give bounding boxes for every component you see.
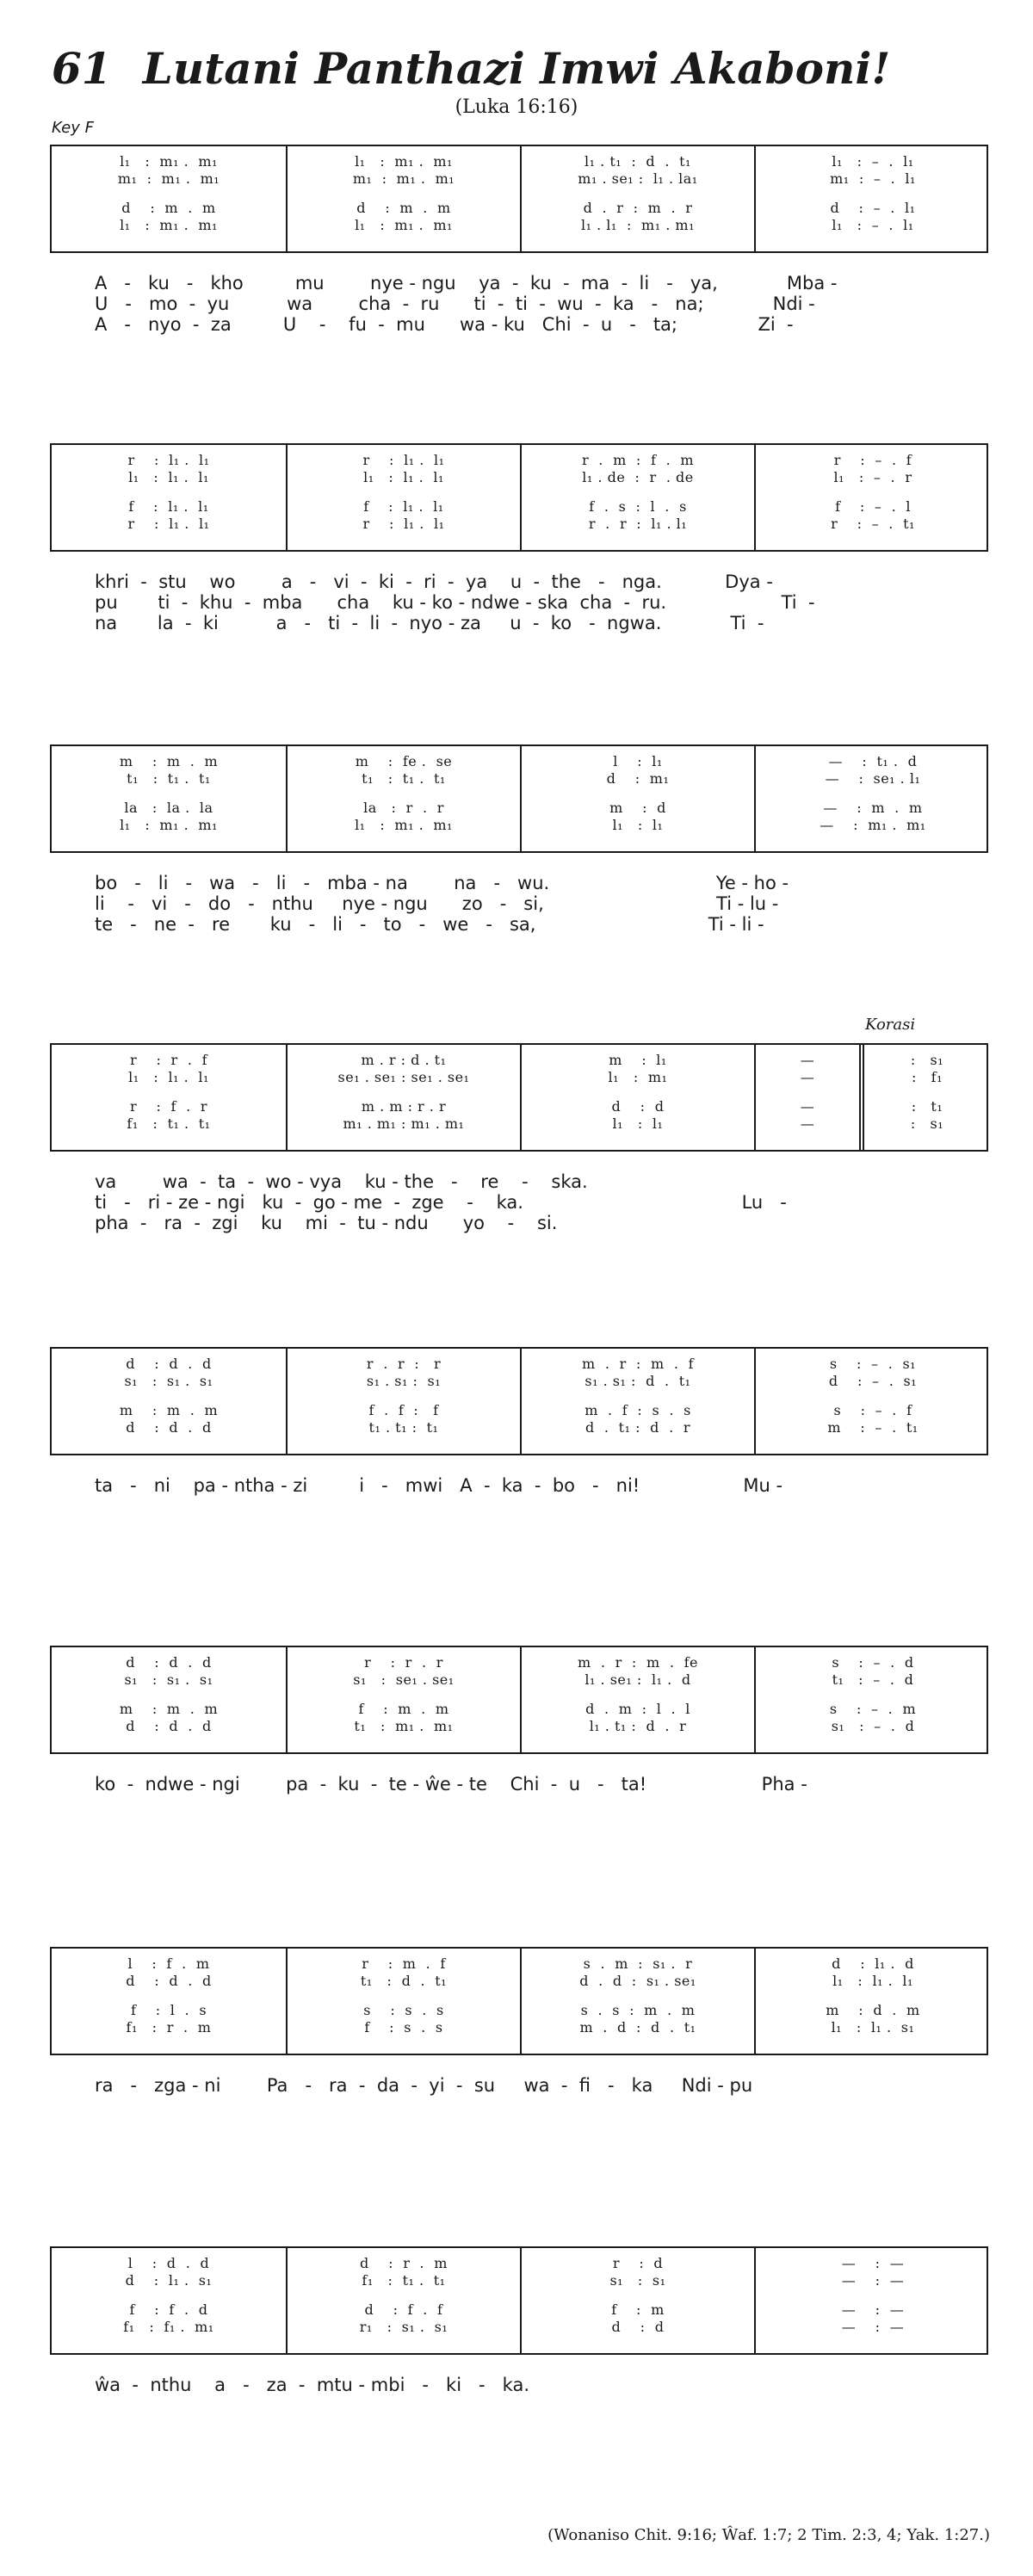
voice-line: l₁ . t₁ : d . t₁ (585, 153, 691, 170)
lyric-line: ŵa - nthu a - za - mtu - mbi - ki - ka. (95, 2375, 529, 2395)
voice-line: m : d (609, 800, 666, 816)
voice-line: l : f . m (127, 1955, 210, 1972)
voice-line: t₁ : d . t₁ (360, 1973, 448, 1989)
score-measure (754, 1349, 990, 1454)
lyric-line: ta - ni pa - ntha - zi i - mwi A - ka - bo - ni! Mu - (95, 1475, 783, 1496)
voice-line: m : m . m (119, 1701, 219, 1717)
voice-line: d : – . l₁ (830, 200, 916, 216)
score-measure (52, 1949, 286, 2054)
voice-line: l₁ : – . l₁ (832, 153, 914, 170)
lyric-line (95, 2394, 990, 2417)
voice-line: s : – . m (829, 1701, 917, 1717)
voice-line: l₁ . t₁ : d . r (589, 1718, 687, 1734)
voice-line: l₁ : – . r (833, 469, 912, 485)
lyric-line: pu ti - khu - mba cha ku - ko - ndwe - ska cha - ru. Ti - (95, 592, 815, 613)
lyric-line: ra - zga - ni Pa - ra - da - yi - su wa - fi - ka Ndi - pu (95, 2075, 753, 2096)
voice-line: s . m : s₁ . r (583, 1955, 693, 1972)
score-measure (754, 146, 990, 251)
voice-line: l : d . d (127, 2255, 210, 2271)
lyric-line: va wa - ta - wo - vya ku - the - re - ska. (95, 1171, 588, 1192)
score-measure (286, 746, 520, 851)
lyric-line (95, 2095, 990, 2117)
voice-line: l₁ : l₁ (612, 817, 664, 833)
voice-line: d : m₁ (606, 770, 670, 787)
voice-line: m₁ : m₁ . m₁ (117, 170, 220, 187)
voice-line: t₁ : t₁ . t₁ (362, 770, 446, 787)
lyric-line (95, 1495, 990, 1517)
key-signature: Key F (52, 119, 94, 137)
voice-line: f₁ : f₁ . m₁ (123, 2319, 214, 2335)
hymn-title: Lutani Panthazi Imwi Akaboni! (142, 43, 891, 94)
lyric-line (95, 1794, 990, 1816)
voice-line: m . m : r . r (361, 1098, 447, 1115)
score-measure (286, 445, 520, 550)
score-measure (754, 445, 990, 550)
voice-line: l₁ . de : r . de (582, 469, 694, 485)
voice-line: d : m . m (356, 200, 451, 216)
voice-line: m . d : d . t₁ (579, 2019, 696, 2035)
voice-line: — : — (841, 2319, 905, 2335)
score-measure (520, 746, 754, 851)
voice-line: — : se₁ . l₁ (825, 770, 921, 787)
lyric-line: te - ne - re ku - li - to - we - sa, Ti - li - (95, 914, 764, 935)
voice-line: t₁ : – . d (832, 1671, 914, 1688)
lyric-line: A - ku - kho mu nye - ngu ya - ku - ma - li - ya, Mba - (95, 273, 838, 293)
voice-line: s : – . f (833, 1402, 912, 1418)
voice-line: r : l₁ . l₁ (362, 452, 445, 468)
voice-line: d : r . m (360, 2255, 448, 2271)
voice-line: l₁ : m₁ . m₁ (120, 153, 218, 170)
voice-line: — : — (841, 2272, 905, 2289)
lyric-line: U - mo - yu wa cha - ru ti - ti - wu - ka - na; Ndi - (95, 293, 815, 314)
lyric-line: li - vi - do - nthu nye - ngu zo - si, Ti - lu - (95, 893, 779, 914)
voice-line: — (800, 1115, 815, 1132)
voice-line: m₁ . m₁ : m₁ . m₁ (343, 1115, 465, 1132)
score-system (50, 145, 988, 253)
score-system (50, 2246, 988, 2355)
voice-line: f : m . m (358, 1701, 449, 1717)
voice-line: r : f . r (129, 1098, 208, 1115)
voice-line: — (800, 1069, 815, 1085)
voice-line: s₁ : – . d (831, 1718, 915, 1734)
lyric-line: na la - ki a - ti - li - nyo - za u - ko - ngwa. Ti - (95, 613, 764, 633)
voice-line: f : l₁ . l₁ (128, 498, 209, 515)
score-measure (286, 1949, 520, 2054)
score-measure (520, 1349, 754, 1454)
voice-line: : f₁ (912, 1069, 943, 1085)
lyric-line: pha - ra - zgi ku mi - tu - ndu yo - si. (95, 1213, 558, 1233)
score-measure (754, 746, 990, 851)
voice-line: : s₁ (910, 1052, 944, 1068)
voice-line: s : – . s₁ (829, 1356, 917, 1372)
voice-line: — (800, 1098, 815, 1115)
voice-line: f : l . s (130, 2002, 207, 2018)
voice-line: d : d (611, 1098, 665, 1115)
voice-line: m . r : d . t₁ (361, 1052, 447, 1068)
voice-line: l₁ : m₁ . m₁ (355, 153, 453, 170)
score-system (50, 443, 988, 552)
voice-line: s₁ . s₁ : s₁ (366, 1373, 442, 1389)
voice-line: — (800, 1052, 815, 1068)
voice-line: l₁ . l₁ : m₁ . m₁ (581, 217, 695, 233)
score-measure (859, 1045, 990, 1150)
voice-line: la : la . la (124, 800, 213, 816)
voice-line: s₁ . s₁ : d . t₁ (585, 1373, 691, 1389)
voice-line: s₁ : se₁ . se₁ (353, 1671, 455, 1688)
voice-line: d : l₁ . s₁ (125, 2272, 213, 2289)
voice-line: f₁ : t₁ . t₁ (362, 2272, 446, 2289)
voice-line: r : l₁ . l₁ (127, 516, 210, 532)
score-system (50, 1347, 988, 1455)
voice-line: d : d . d (126, 1356, 212, 1372)
score-measure (52, 1349, 286, 1454)
voice-line: f : – . l (835, 498, 911, 515)
lyric-line (95, 1516, 990, 1538)
voice-line: r : r . f (129, 1052, 208, 1068)
voice-line: t₁ . t₁ : t₁ (368, 1419, 439, 1436)
score-measure (52, 2248, 286, 2353)
voice-line: t₁ : t₁ . t₁ (127, 770, 211, 787)
voice-line: — : m . m (823, 800, 923, 816)
score-measure (520, 1949, 754, 2054)
voice-line: f : l₁ . l₁ (363, 498, 444, 515)
voice-line: d : m . m (121, 200, 216, 216)
voice-line: l₁ : – . l₁ (832, 217, 914, 233)
voice-line: f₁ : r . m (126, 2019, 212, 2035)
voice-line: la : r . r (363, 800, 444, 816)
score-measure (520, 1045, 754, 1150)
voice-line: d . t₁ : d . r (585, 1419, 690, 1436)
voice-line: d : d . d (126, 1973, 212, 1989)
score-system (50, 1646, 988, 1754)
score-measure (286, 2248, 520, 2353)
voice-line: f . s : l . s (589, 498, 687, 515)
voice-line: m . f : s . s (585, 1402, 691, 1418)
score-measure (520, 2248, 754, 2353)
lyric-line: bo - li - wa - li - mba - na na - wu. Ye - ho - (95, 873, 789, 893)
voice-line: f : m (611, 2301, 665, 2318)
voice-line: l : l₁ (613, 753, 663, 769)
voice-line: l₁ : l₁ . s₁ (831, 2019, 915, 2035)
score-measure (286, 1647, 520, 1752)
voice-line: s₁ : s₁ . s₁ (124, 1671, 213, 1688)
voice-line: d : d . d (126, 1654, 212, 1671)
voice-line: : s₁ (910, 1115, 944, 1132)
voice-line: f₁ : t₁ . t₁ (127, 1115, 211, 1132)
voice-line: r : l₁ . l₁ (362, 516, 445, 532)
score-measure (520, 445, 754, 550)
voice-line: m₁ : – . l₁ (830, 170, 916, 187)
score-measure (52, 445, 286, 550)
voice-line: m . r : m . fe (578, 1654, 698, 1671)
voice-line: r . r : r (366, 1356, 442, 1372)
voice-line: m : l₁ (609, 1052, 667, 1068)
lyric-line (95, 2116, 990, 2138)
voice-line: d : d (611, 2319, 665, 2335)
voice-line: l₁ : l₁ . l₁ (832, 1973, 913, 1989)
voice-line: f : s . s (364, 2019, 443, 2035)
lyric-line (95, 1814, 990, 1837)
voice-line: l₁ . se₁ : l₁ . d (585, 1671, 691, 1688)
voice-line: l₁ : l₁ (612, 1115, 664, 1132)
footer-references: (Wonaniso Chit. 9:16; Ŵaf. 1:7; 2 Tim. 2:3, 4; Yak. 1:27.) (547, 2526, 990, 2544)
voice-line: f . f : f (368, 1402, 439, 1418)
voice-line: l₁ : m₁ . m₁ (120, 217, 218, 233)
voice-line: — : m₁ . m₁ (820, 817, 926, 833)
voice-line: d : d . d (126, 1419, 212, 1436)
voice-line: s₁ : s₁ . s₁ (124, 1373, 213, 1389)
score-measure (286, 1349, 520, 1454)
voice-line: d . r : m . r (583, 200, 693, 216)
voice-line: l₁ : m₁ (608, 1069, 668, 1085)
voice-line: — : — (841, 2255, 905, 2271)
score-measure (286, 146, 520, 251)
voice-line: m . r : m . f (581, 1356, 694, 1372)
korasi-label: Korasi (865, 1016, 916, 1034)
voice-line: l₁ : m₁ . m₁ (355, 217, 453, 233)
voice-line: s : s . s (363, 2002, 444, 2018)
voice-line: m : m . m (119, 753, 219, 769)
score-measure (520, 1647, 754, 1752)
voice-line: r : – . t₁ (831, 516, 915, 532)
voice-line: m : fe . se (355, 753, 453, 769)
voice-line: d : l₁ . d (832, 1955, 914, 1972)
voice-line: r : l₁ . l₁ (127, 452, 210, 468)
voice-line: — : — (841, 2301, 905, 2318)
score-measure (286, 1045, 520, 1150)
voice-line: s . s : m . m (580, 2002, 696, 2018)
scripture-reference: (Luka 16:16) (455, 96, 578, 118)
voice-line: l₁ : m₁ . m₁ (120, 817, 218, 833)
score-measure (754, 2248, 990, 2353)
voice-line: m : m . m (119, 1402, 219, 1418)
voice-line: m : – . t₁ (827, 1419, 919, 1436)
voice-line: d : f . f (364, 2301, 443, 2318)
voice-line: — : t₁ . d (828, 753, 918, 769)
lyric-line (95, 2415, 990, 2437)
score-measure (52, 1647, 286, 1752)
voice-line: r . r : l₁ . l₁ (588, 516, 688, 532)
voice-line: s₁ : s₁ (609, 2272, 666, 2289)
voice-line: m₁ : m₁ . m₁ (352, 170, 455, 187)
voice-line: m : d . m (826, 2002, 920, 2018)
voice-line: d : – . s₁ (828, 1373, 918, 1389)
score-measure (754, 1647, 990, 1752)
score-measure (520, 146, 754, 251)
voice-line: l₁ : m₁ . m₁ (355, 817, 453, 833)
voice-line: d . d : s₁ . se₁ (579, 1973, 696, 1989)
score-measure (52, 1045, 286, 1150)
score-measure (754, 1045, 859, 1150)
hymn-number: 61 (52, 43, 112, 94)
voice-line: : t₁ (911, 1098, 943, 1115)
voice-line: r . m : f . m (581, 452, 694, 468)
score-system (50, 1947, 988, 2055)
voice-line: se₁ . se₁ : se₁ . se₁ (337, 1069, 470, 1085)
score-measure (754, 1949, 990, 2054)
voice-line: l₁ : l₁ . l₁ (363, 469, 444, 485)
voice-line: r : d (612, 2255, 664, 2271)
voice-line: r₁ : s₁ . s₁ (359, 2319, 448, 2335)
score-measure (52, 746, 286, 851)
voice-line: m₁ . se₁ : l₁ . la₁ (578, 170, 698, 187)
lyric-line: ti - ri - ze - ngi ku - go - me - zge - ka. Lu - (95, 1192, 787, 1213)
voice-line: s : – . d (832, 1654, 914, 1671)
voice-line: r : m . f (362, 1955, 446, 1972)
voice-line: t₁ : m₁ . m₁ (354, 1718, 454, 1734)
lyric-line: A - nyo - za U - fu - mu wa - ku Chi - u - ta; Zi - (95, 314, 794, 335)
voice-line: l₁ : l₁ . l₁ (128, 469, 209, 485)
voice-line: r : – . f (833, 452, 912, 468)
voice-line: d : d . d (126, 1718, 212, 1734)
voice-line: d . m : l . l (585, 1701, 690, 1717)
voice-line: f : f . d (129, 2301, 208, 2318)
score-system (50, 1043, 988, 1152)
voice-line: l₁ : l₁ . l₁ (128, 1069, 209, 1085)
voice-line: r : r . r (364, 1654, 443, 1671)
score-measure (52, 146, 286, 251)
score-system (50, 744, 988, 853)
lyric-line: khri - stu wo a - vi - ki - ri - ya u - the - nga. Dya - (95, 571, 773, 592)
lyric-line: ko - ndwe - ngi pa - ku - te - ŵe - te Chi - u - ta! Pha - (95, 1774, 807, 1795)
